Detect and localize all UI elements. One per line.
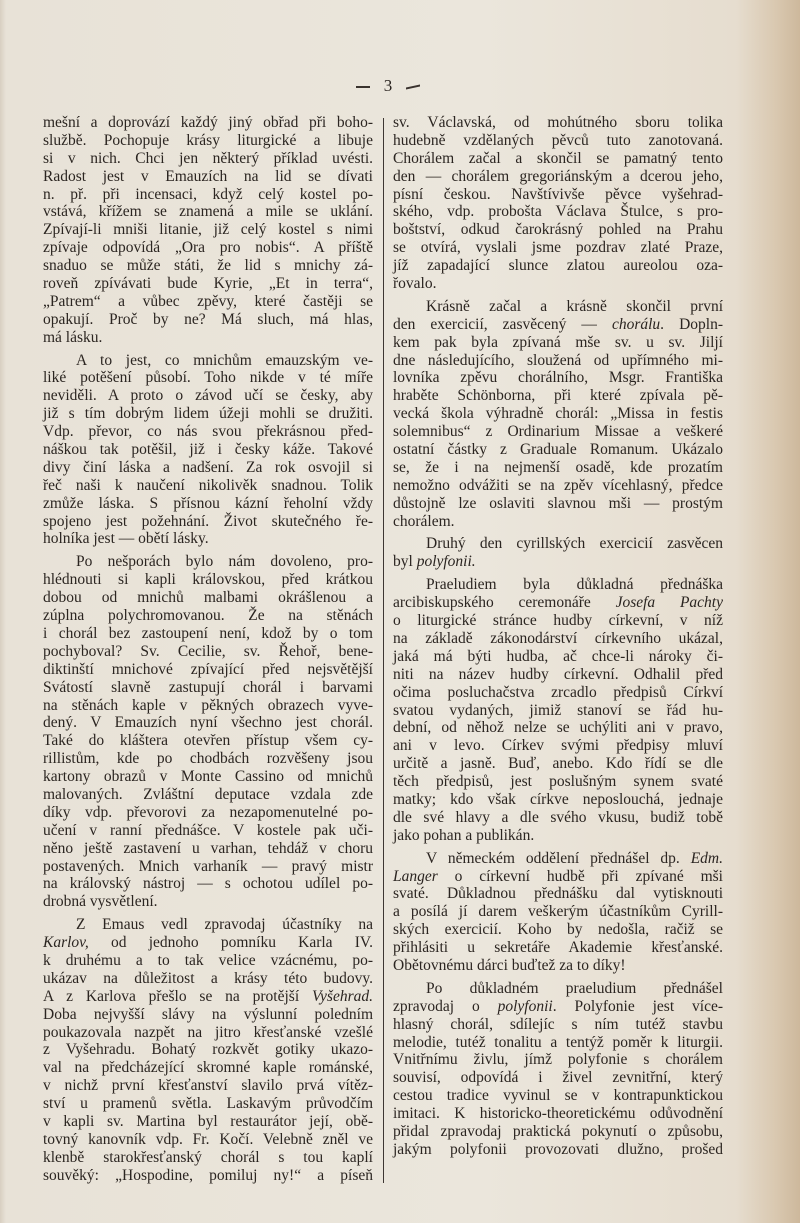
text-line: Obětovnému dárci buďtež za to díky!	[393, 956, 626, 974]
text-line: očima posluchačstva zrcadlo předpisů Církví	[393, 683, 723, 701]
text-line: ských exercicií. Koho by nedošla, račiž se	[393, 921, 723, 939]
text-line: v nichž první křesťanství slavilo prvá vítěz-	[43, 1077, 373, 1095]
text-line: Z Emaus vedl zpravodaj účastníky na	[76, 916, 373, 934]
text-line: již s tím dobrým lidem úžeji mohli se družiti.	[43, 405, 373, 423]
text-line: jíž zapadající slunce zlatou aureolou oza-	[393, 257, 723, 275]
text-segment: arcibiskupského ceremonáře	[393, 594, 616, 612]
text-line: tovný kanovník vdp. Fr. Kočí. Velebně zněl ve	[43, 1130, 373, 1148]
text-line: postavených. Mnich varhaník — pravý mistr	[43, 857, 373, 875]
text-segment: den exercicií, zasvěcený —	[393, 315, 612, 333]
text-line: ukázav na důležitost a krásy této budovy.	[43, 969, 373, 987]
text-line: hudebně vzdělaných pěvců tuto zanotovaná.	[393, 131, 723, 149]
text-line: diktinští mnichové zpívající před nejsvětější	[43, 660, 373, 678]
text-line: i chorál bez zastoupení není, kdož by o tom	[43, 624, 373, 642]
text-line	[43, 934, 373, 952]
text-line: má lásku.	[43, 328, 103, 346]
text-line: dle své hlavy a dle svého vkusu, budiž tobě	[393, 808, 723, 826]
text-line: ství u pramenů světla. Laskavým průvodčím	[43, 1095, 373, 1113]
text-segment: . Dopln-	[660, 315, 723, 333]
paragraph	[393, 576, 723, 844]
text-line: ani v levo. Církev svými předpisy mluví	[393, 737, 723, 755]
text-line: nemožno odvážiti se na zpěv vícehlasný, předce	[393, 476, 723, 494]
text-line: n. př. při incensaci, když celý kostel po-	[43, 185, 373, 203]
text-line: Vdp. převor, co nás svou překrásnou před-	[43, 423, 373, 441]
italic-emphasis: Vyšehrad.	[312, 987, 373, 1005]
page-number: 3	[383, 76, 393, 95]
text-line	[43, 988, 373, 1006]
text-line: Praeludiem byla důkladná přednáška	[426, 576, 723, 594]
text-line: ského, vdp. probošta Václava Štulce, s pro-	[393, 203, 723, 221]
text-line: roveň zpívávati bude Kyrie, „Et in terra“,	[43, 275, 373, 293]
text-line: vecká škola výhradně chorál: „Missa in festis	[393, 405, 723, 423]
text-segment: zpravodaj o	[393, 997, 498, 1015]
text-line: řeč naši k naučení nikolivěk snadnou. Tolik	[43, 476, 373, 494]
text-line: kartony obrazů v Monte Cassino od mnichů	[43, 768, 373, 786]
text-line: holníka jest — obětí lásky.	[43, 530, 209, 548]
text-line: zmůže láska. S přísnou kázní řeholní vždy	[43, 494, 373, 512]
text-line: mešní a doprovází každý jiný obřad při boho-	[43, 114, 373, 131]
text-line: Po důkladném praeludium přednášel	[426, 979, 723, 997]
paragraph	[393, 535, 723, 571]
text-line: k druhému a to tak velice vzácnému, po-	[43, 951, 373, 969]
paragraph	[393, 850, 723, 975]
text-line: o liturgické stránce hudby církevní, v níž	[393, 612, 723, 630]
text-line: hlasný chorál, sdílejíc s ním tutéž stavbu	[393, 1015, 723, 1033]
text-line: rillistům, kde po chodbách rozvěšeny jsou	[43, 750, 373, 768]
text-line: matky; kdo však církve neposlouchá, jednaje	[393, 790, 723, 808]
paragraph	[393, 298, 723, 531]
text-line: Vnitřnímu živlu, jímž polyfonie s chorálem	[393, 1051, 723, 1069]
text-line: snaduo se může státi, že lid s mnichy zá-	[43, 257, 373, 275]
italic-emphasis: polyfonii	[497, 997, 553, 1015]
text-line: klenbě starokřesťanský chorál s tou kaplí	[43, 1148, 373, 1166]
text-line: se, že i na nejmenší osadě, kde prozatím	[393, 458, 723, 476]
text-line: zúplna polychromovanou. Že na stěnách	[43, 607, 373, 625]
text-line: dební, od něhož nelze se uchýliti ani v pravo,	[393, 719, 723, 737]
text-line: Krásně začal a krásně skončil první	[426, 297, 723, 315]
ornament-dash-left	[356, 86, 370, 88]
text-segment: o církevní hudbě při zpívané mši	[437, 867, 723, 885]
text-line: svaté. Důkladnou přednášku dal vytisknouti	[393, 885, 723, 903]
text-line	[393, 850, 723, 868]
text-line: cestou tradice vyvinul se v kontrapunktickou	[393, 1087, 723, 1105]
paragraph	[43, 114, 373, 347]
text-line: divy činí láska a nadšení. Za rok osvojil si	[43, 458, 373, 476]
text-line: Svátostí slavně zastupují chorál i barvami	[43, 678, 373, 696]
ornament-dash-right	[406, 85, 420, 90]
text-line: A to jest, co mnichům emauzským ve-	[76, 351, 373, 369]
text-line: neviděli. A proto o závod učí se česky, aby	[43, 387, 373, 405]
text-line: den — chorálem gregoriánským a dcerou jeho,	[393, 167, 723, 185]
text-line: Po nešporách bylo nám dovoleno, pro-	[76, 553, 373, 571]
text-line: hraběte Schönborna, při které zpívala pě-	[393, 387, 723, 405]
text-line: jaká má býti hudba, ač chce-li nároky či-	[393, 647, 723, 665]
text-line	[393, 998, 723, 1016]
text-line: určitě a jasně. Buď, anebo. Kdo řídí se dle	[393, 755, 723, 773]
text-line: vstává, křížem se znamená a mile se uklání.	[43, 203, 373, 221]
italic-emphasis: polyfonii.	[416, 553, 476, 571]
text-line: souvisí, odpovídá i živel zevnitřní, který	[393, 1069, 723, 1087]
text-line: opakují. Proč by ne? Má sluch, má hlas,	[43, 310, 373, 328]
text-line: drobná vysvětlení.	[43, 893, 158, 911]
text-line: melodie, tutéž tonalitu a tentýž poměr k liturgii.	[393, 1033, 723, 1051]
text-line: malovaných. Zvláštní deputace vzdala zde	[43, 785, 373, 803]
text-line: na stěnách kaple v pěkných obrazech vyve-	[43, 696, 373, 714]
text-line: chorálem.	[393, 512, 455, 530]
page-header	[0, 76, 776, 96]
italic-emphasis: chorálu	[611, 315, 661, 333]
text-line: na královský nástroj — s ochotou udílel po-	[43, 875, 373, 893]
left-column	[43, 114, 373, 1190]
text-line: jako pohan a publikán.	[393, 826, 535, 844]
text-line: službě. Pochopuje krásy liturgické a libuje	[43, 131, 373, 149]
text-line: řovalo.	[393, 275, 437, 293]
text-line	[393, 594, 723, 612]
text-line: a posílá jí darem veškerým účastníkům Cyrill-	[393, 903, 723, 921]
text-line: lovníka zpěvu chorálního, Msgr. Františka	[393, 369, 723, 387]
text-segment: od jednoho pomníku Karla IV.	[88, 934, 373, 952]
text-line	[393, 553, 723, 571]
column-divider	[383, 118, 384, 1183]
paragraph	[393, 980, 723, 1159]
text-line: těch předpisů, jest poslušným synem svaté	[393, 773, 723, 791]
text-line: pochyboval? Sv. Cecilie, sv. Řehoř, bene-	[43, 642, 373, 660]
text-line: na základě zákonodárství církevního ukázal,	[393, 629, 723, 647]
text-line: spojeno jest požehnání. Život skutečného ře-	[43, 512, 373, 530]
text-segment: . Polyfonie jest více-	[552, 997, 723, 1015]
text-segment: A z Karlova přešlo se na protější	[43, 987, 312, 1005]
text-line: imitaci. K historicko-theoretickému odůvodnění	[393, 1105, 723, 1123]
italic-emphasis: Edm.	[690, 849, 723, 867]
text-line: Druhý den cyrillských exercicií zasvěcen	[426, 535, 723, 553]
text-line: souvěký: „Hospodine, pomiluj ny!“ a píseň	[43, 1166, 373, 1184]
text-line: díky vdp. převorovi za nezapomenutelné po-	[43, 803, 373, 821]
text-line: Doba nejvyšší slávy na výslunní poledním	[43, 1005, 373, 1023]
text-line: svatou vydaných, jimiž stanoví se řád hu-	[393, 701, 723, 719]
italic-emphasis: Karlov,	[43, 934, 89, 952]
text-line: v kapli sv. Martina byl restaurátor její, obě-	[43, 1112, 373, 1130]
text-line: boštství, odkud čarokrásný pohled na Prahu	[393, 221, 723, 239]
text-line: Chorálem začal a skončil se pamatný tento	[393, 149, 723, 167]
text-line: z Vyšehradu. Bohatý rozkvět gotiky ukazo-	[43, 1041, 373, 1059]
paragraph	[43, 352, 373, 549]
paragraph	[393, 114, 723, 293]
text-line: niti na název hudby církevní. Odhalil před	[393, 665, 723, 683]
text-segment: byl	[393, 553, 417, 571]
italic-emphasis: Langer	[393, 867, 438, 885]
text-line	[393, 316, 723, 334]
text-line: písní českou. Navštívivše pěvce vyšehrad-	[393, 185, 723, 203]
italic-emphasis: Josefa Pachty	[615, 594, 723, 612]
text-line: učení v ranní přednášce. V kostele pak uči-	[43, 821, 373, 839]
right-column	[393, 114, 723, 1164]
text-line: liké potěšení působí. Toho nikde v té míře	[43, 369, 373, 387]
text-line	[393, 868, 723, 886]
text-line: důstojně lze oslaviti slavnou mši — prostým	[393, 494, 723, 512]
paragraph	[43, 916, 373, 1184]
text-line: poukazovala nazpět na jitro křesťanské vzešlé	[43, 1023, 373, 1041]
text-line: zpívaje odpovídá „Ora pro nobis“. A příště	[43, 239, 373, 257]
text-line: solemnibus“ z Ordinarium Missae a veškeré	[393, 423, 723, 441]
text-line: Radost jest v Emauzích na lid se dívati	[43, 167, 373, 185]
text-line: „Patrem“ a vůbec zpěvy, které častěji se	[43, 292, 373, 310]
text-line: kem pak byla zpívaná mše sv. u sv. Jiljí	[393, 333, 723, 351]
text-line: něno ještě zastavení u varhan, tehdáž v choru	[43, 839, 373, 857]
text-line: dobou od mnichů malbami okrášlenou a	[43, 589, 373, 607]
text-line: přidal zpravodaj praktická pokynutí o způsobu,	[393, 1122, 723, 1140]
text-line: sv. Václavská, od mohútného sboru tolika	[393, 114, 723, 131]
text-line: přihlásiti u sekretáře Akademie křesťanské.	[393, 939, 723, 957]
paragraph	[43, 553, 373, 911]
text-line: ostatní částky z Graduale Romanum. Ukázalo	[393, 441, 723, 459]
text-line: Také do kláštera otevřen přístup všem cy-	[43, 732, 373, 750]
text-line: si v nich. Chci jen některý příklad uvésti.	[43, 149, 373, 167]
text-line: Zpívají-li mniši litanie, již celý kostel s nimi	[43, 221, 373, 239]
text-line: hlédnouti si kapli královskou, před krátkou	[43, 571, 373, 589]
text-line: jakým polyfonii provozovati dlužno, prošed	[393, 1140, 723, 1158]
text-line: val na předcházející skromné kaple románské,	[43, 1059, 373, 1077]
text-line: se otvírá, vyslali jsme pozdrav zlaté Praze,	[393, 239, 723, 257]
text-segment: V německém oddělení přednášel dp.	[426, 849, 691, 867]
text-line: dený. V Emauzích nyní všechno jest chorál.	[43, 714, 373, 732]
text-line: náškou tak potěšil, již i česky káže. Takové	[43, 441, 373, 459]
text-line: dne následujícího, sloužená od upřímného mi-	[393, 351, 723, 369]
